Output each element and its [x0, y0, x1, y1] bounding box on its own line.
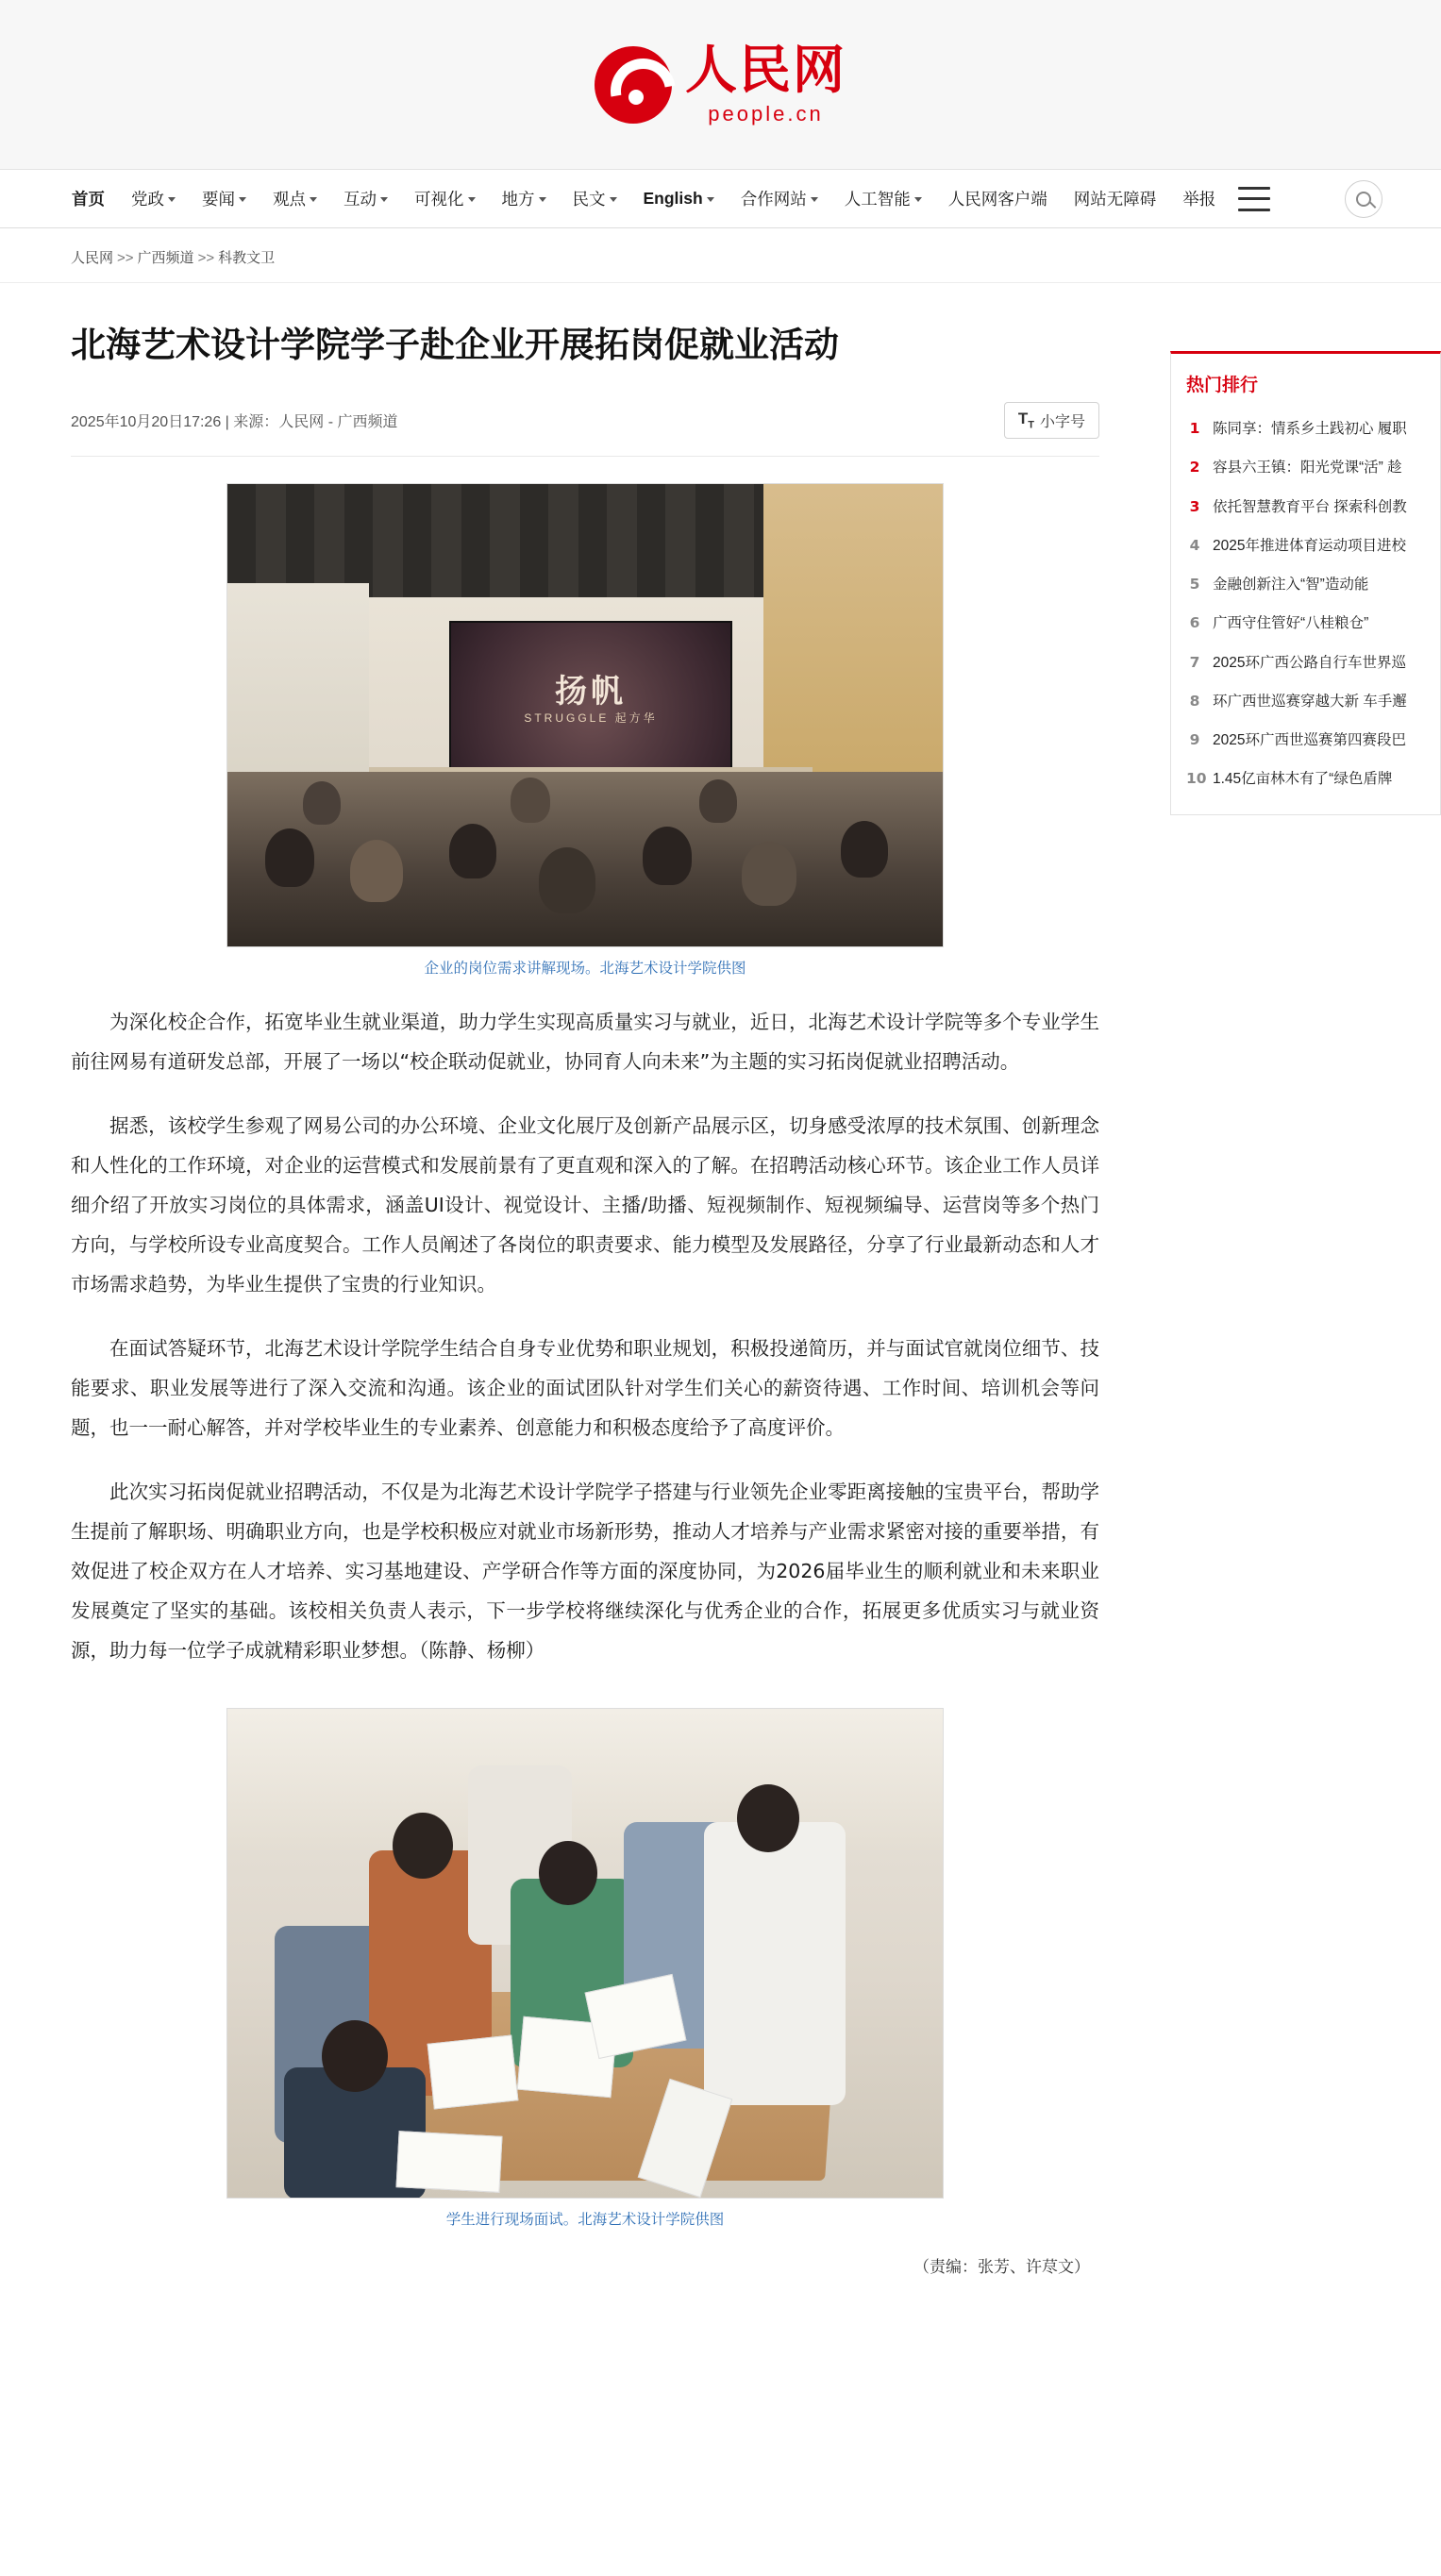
site-logo[interactable] [595, 40, 846, 125]
hot-item-text: 2025环广西公路自行车世界巡 [1213, 654, 1406, 671]
nav-item-partners[interactable] [728, 187, 831, 210]
nav-items [59, 187, 1326, 211]
nav-label: 要闻 [202, 190, 235, 209]
nav-item-home[interactable] [59, 187, 118, 210]
chevron-down-icon [610, 197, 617, 202]
photo-auditorium [226, 483, 944, 947]
nav-item-ai[interactable] [831, 187, 935, 210]
audience-head [539, 847, 595, 913]
nav-item-visualization[interactable] [401, 187, 489, 210]
nav-item-news[interactable] [189, 187, 260, 210]
search-icon[interactable] [1345, 180, 1382, 218]
article-paragraph-1: 为深化校企合作，拓宽毕业生就业渠道，助力学生实现高质量实习与就业，近日，北海艺术设计学院等多个专业学生前往网易有道研发总部，开展了一场以“校企联动促就业，协同育人向未来”为主题的实习拓岗促就业招聘活动。 [71, 1010, 1099, 1073]
nav-label: 党政 [131, 190, 164, 209]
hot-ranking-panel [1170, 351, 1441, 815]
nav-label: 民文 [572, 190, 606, 209]
hot-item-text: 环广西世巡赛穿越大新 车手邂 [1213, 693, 1407, 710]
chevron-down-icon [380, 197, 388, 202]
article-paragraph-3: 在面试答疑环节，北海艺术设计学院学生结合自身专业优势和职业规划，积极投递简历，并与面试官就岗位细节、技能要求、职业发展等进行了深入交流和沟通。该企业的面试团队针对学生们关心的薪资待遇、工作时间、培训机会等问题，也一一耐心解答，并对学校毕业生的专业素养、创意能力和积极态度给予了高度评价。 [71, 1336, 1099, 1439]
list-item[interactable] [1186, 410, 1427, 448]
article-meta-row [71, 402, 1099, 457]
hot-item-text: 2025环广西世巡赛第四赛段巴 [1213, 732, 1406, 748]
photo-document [396, 2131, 503, 2193]
nav-label: 互动 [343, 190, 377, 209]
nav-label: 合作网站 [740, 190, 807, 209]
nav-item-party[interactable] [118, 187, 189, 210]
hot-item-text: 容县六王镇：阳光党课“活” 趁 [1213, 460, 1402, 477]
article-figure-bottom [71, 1708, 1099, 2229]
nav-item-english[interactable] [630, 189, 728, 209]
font-size-button[interactable] [1004, 402, 1099, 439]
chevron-down-icon [707, 197, 714, 202]
people-cn-logo-icon [595, 46, 672, 124]
audience-head [265, 828, 314, 887]
breadcrumb-separator: >> [117, 250, 134, 266]
list-item[interactable] [1186, 448, 1427, 487]
breadcrumb-item-home[interactable]: 人民网 [71, 250, 114, 266]
hot-ranking-title: 热门排行 [1186, 376, 1259, 395]
nav-label: 网站无障碍 [1073, 190, 1157, 209]
nav-item-local[interactable] [489, 187, 560, 210]
hot-rank: 3 [1189, 497, 1200, 515]
photo-interview [226, 1708, 944, 2199]
audience-head [511, 778, 550, 823]
chevron-down-icon [168, 197, 176, 202]
figure-caption-top: 企业的岗位需求讲解现场。北海艺术设计学院供图 [424, 960, 746, 977]
audience-head [350, 840, 403, 902]
hot-rank: 1 [1189, 420, 1200, 437]
photo-person-head [393, 1813, 453, 1879]
audience-head [841, 821, 888, 878]
photo-person-head [539, 1841, 597, 1905]
article-paragraph-4: 此次实习拓岗促就业招聘活动，不仅是为北海艺术设计学院学子搭建与行业领先企业零距离接触的宝贵平台，帮助学生提前了解职场、明确职业方向，也是学校积极应对就业市场新形势，推动人才培养与产业需求紧密对接的重要举措，有效促进了校企双方在人才培养、实习基地建设、产学研合作等方面的深度协同，为2026届毕业生的顺利就业和未来职业发展奠定了坚实的基础。该校相关负责人表示，下一步学校将继续深化与优秀企业的合作，拓展更多优质实习与就业资源，助力每一位学子成就精彩职业梦想。（陈静、杨柳） [71, 1480, 1099, 1663]
page-body [0, 283, 1441, 2305]
photo-wall-right [763, 484, 943, 795]
hot-rank: 8 [1189, 692, 1200, 710]
nav-label: 人工智能 [844, 190, 911, 209]
chevron-down-icon [539, 197, 546, 202]
hot-rank: 7 [1189, 653, 1200, 671]
site-masthead [0, 0, 1441, 170]
list-item[interactable] [1186, 721, 1427, 760]
article-paragraph-2: 据悉，该校学生参观了网易公司的办公环境、企业文化展厅及创新产品展示区，切身感受浓厚的技术氛围、创新理念和人性化的工作环境，对企业的运营模式和发展前景有了更直观和深入的了解。在招聘活动核心环节。该企业工作人员详细介绍了开放实习岗位的具体需求，涵盖UI设计、视觉设计、主播/助播、短视频制作、短视频编导、运营岗等多个热门方向，与学校所设专业高度契合。工作人员阐述了各岗位的职责要求、能力模型及发展路径，分享了行业最新动态和人才市场需求趋势，为毕业生提供了宝贵的行业知识。 [71, 1113, 1099, 1296]
hot-item-text: 依托智慧教育平台 探索科创教 [1213, 498, 1407, 515]
hot-rank: 5 [1189, 576, 1200, 593]
photo-person-head [737, 1784, 799, 1852]
text-size-icon: $T_T$ [1017, 410, 1034, 431]
article-figure-top [71, 483, 1099, 978]
article-meta: 2025年10月20日17:26 | 来源：人民网 - 广西频道 [71, 413, 398, 430]
nav-item-ethnic[interactable] [560, 187, 630, 210]
nav-label: 观点 [273, 190, 306, 209]
audience-head [643, 827, 692, 885]
nav-item-accessibility[interactable] [1061, 187, 1170, 210]
page-title: 北海艺术设计学院学子赴企业开展拓岗促就业活动 [71, 325, 839, 365]
nav-label: 可视化 [414, 190, 464, 209]
hamburger-icon[interactable] [1238, 187, 1270, 211]
chevron-down-icon [468, 197, 476, 202]
logo-text [684, 40, 846, 125]
screen-subtitle-text: STRUGGLE 起方华 [524, 711, 658, 725]
photo-person-head [322, 2020, 388, 2092]
nav-item-app[interactable] [935, 187, 1061, 210]
article-editor: （责编：张芳、许荩文） [913, 2258, 1090, 2277]
chevron-down-icon [239, 197, 246, 202]
list-item[interactable] [1186, 682, 1427, 721]
hot-item-text: 2025年推进体育运动项目进校 [1213, 537, 1406, 554]
photo-audience [227, 772, 943, 946]
hot-item-text: 广西守住管好“八桂粮仓” [1213, 615, 1369, 632]
sidebar [1170, 283, 1441, 815]
presentation-screen [449, 621, 732, 772]
list-item[interactable] [1186, 604, 1427, 643]
article-container [0, 283, 1170, 2305]
breadcrumb-separator: >> [197, 250, 215, 266]
figure-caption-bottom: 学生进行现场面试。北海艺术设计学院供图 [445, 2212, 725, 2229]
chevron-down-icon [811, 197, 818, 202]
hot-item-text: 金融创新注入“智”造动能 [1213, 577, 1369, 593]
nav-label: 首页 [72, 190, 105, 209]
hot-rank: 4 [1189, 536, 1200, 554]
nav-item-report[interactable] [1169, 187, 1229, 210]
breadcrumb-item-section[interactable]: 科教文卫 [218, 250, 276, 266]
screen-title-text: 扬帆 [555, 672, 627, 711]
audience-head [742, 842, 796, 906]
photo-document [427, 2035, 519, 2110]
list-item[interactable] [1186, 644, 1427, 682]
audience-head [303, 781, 341, 825]
list-item[interactable] [1186, 565, 1427, 604]
nav-label: English [643, 189, 703, 208]
chevron-down-icon [914, 197, 922, 202]
hot-item-text: 陈同享：情系乡土践初心 履职 [1213, 421, 1407, 437]
audience-head [449, 824, 496, 878]
breadcrumb [0, 228, 1441, 283]
nav-label: 举报 [1182, 190, 1216, 209]
nav-label: 人民网客户端 [947, 190, 1047, 209]
hot-rank: 9 [1189, 731, 1200, 748]
logo-chinese-name: 人民网 [684, 40, 846, 100]
nav-item-opinion[interactable] [260, 187, 330, 210]
hot-item-text: 1.45亿亩林木有了“绿色盾牌 [1213, 771, 1393, 788]
hot-rank: 10 [1186, 770, 1207, 788]
hot-rank: 6 [1189, 614, 1200, 632]
audience-head [699, 779, 737, 823]
list-item[interactable] [1186, 488, 1427, 527]
font-size-label: 小字号 [1039, 413, 1085, 430]
list-item[interactable] [1186, 760, 1427, 798]
list-item[interactable] [1186, 527, 1427, 565]
hot-rank: 2 [1189, 459, 1200, 477]
photo-person [704, 1822, 846, 2105]
nav-item-interaction[interactable] [330, 187, 401, 210]
nav-label: 地方 [501, 190, 535, 209]
main-navigation[interactable] [0, 170, 1441, 228]
chevron-down-icon [310, 197, 317, 202]
logo-english-name: people.cn [708, 102, 824, 125]
breadcrumb-item-channel[interactable]: 广西频道 [137, 250, 194, 266]
